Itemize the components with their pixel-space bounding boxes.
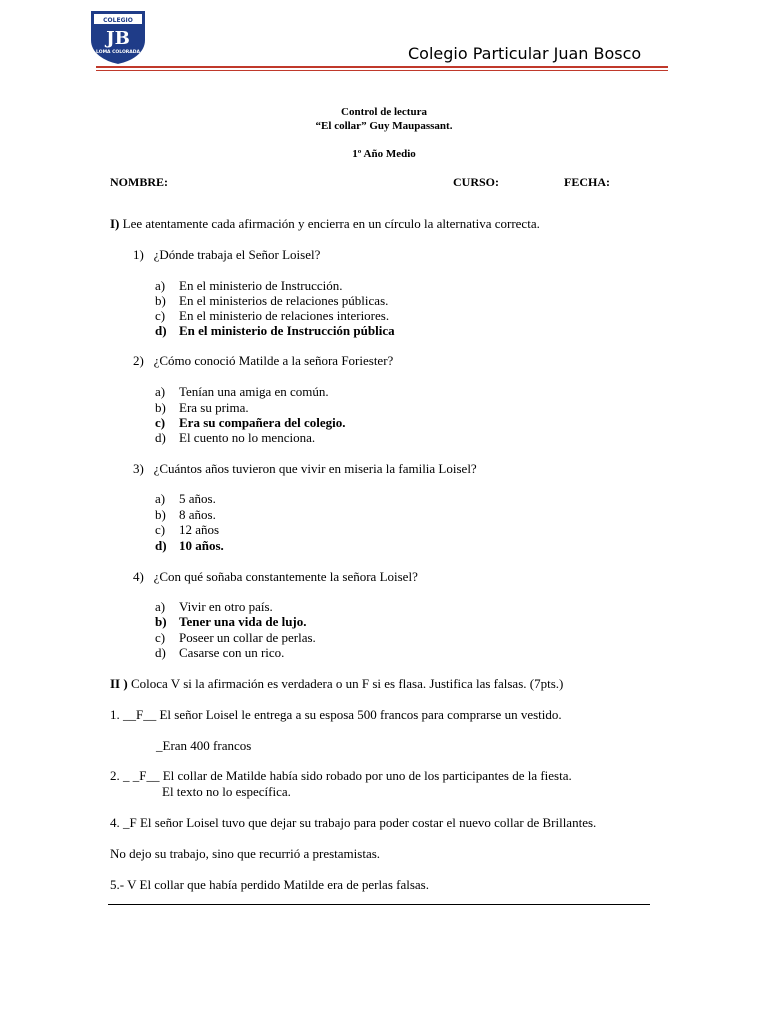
question-number: 4) <box>133 569 144 584</box>
option-2a: a) Tenían una amiga en común. <box>155 384 329 399</box>
section2-numeral: II ) <box>110 676 128 691</box>
question-3 <box>133 461 477 477</box>
option-2d: d) El cuento no lo menciona. <box>155 430 316 445</box>
tf-item-2: 2. _ _F__ El collar de Matilde había sido robado por uno de los participantes de la fiesta. <box>110 768 572 783</box>
option-2c-correct: c) Era su compañera del colegio. <box>155 415 346 430</box>
header-rule-thin <box>96 70 668 71</box>
question-text: ¿Con qué soñaba constantemente la señora Loisel? <box>153 569 418 584</box>
option-4a: a) Vivir en otro país. <box>155 599 273 614</box>
name-field-label: NOMBRE: <box>110 175 168 189</box>
section2-instruction <box>110 676 563 692</box>
option-3c: c) 12 años <box>155 522 220 537</box>
question-1 <box>133 247 320 263</box>
question-number: 1) <box>133 247 144 262</box>
date-field-label: FECHA: <box>564 175 610 189</box>
course-field-label: CURSO: <box>453 175 500 189</box>
question-text: ¿Dónde trabaja el Señor Loisel? <box>153 247 321 262</box>
section2-text: Coloca V si la afirmación es verdadera o un F si es flasa. Justifica las falsas. (7pts.) <box>127 676 564 691</box>
option-4c: c) Poseer un collar de perlas. <box>155 630 316 645</box>
school-name: Colegio Particular Juan Bosco <box>408 44 642 63</box>
header-rule <box>96 66 668 68</box>
option-3d-correct: d) 10 años. <box>155 538 224 553</box>
answer-line <box>108 904 650 905</box>
option-1c: c) En el ministerio de relaciones interiores. <box>155 308 390 323</box>
logo-top-text: COLEGIO <box>103 17 133 24</box>
option-2b: b) Era su prima. <box>155 400 249 415</box>
option-3b: b) 8 años. <box>155 507 216 522</box>
section1-instruction <box>110 216 540 232</box>
option-4b-correct: b) Tener una vida de lujo. <box>155 614 307 629</box>
option-1b: b) En el ministerios de relaciones públicas. <box>155 293 389 308</box>
question-4 <box>133 569 418 585</box>
section1-text: Lee atentamente cada afirmación y encierra en un círculo la alternativa correcta. <box>119 216 540 231</box>
option-1d-correct: d) En el ministerio de Instrucción pública <box>155 323 395 338</box>
logo-bottom-text: LOMA COLORADA <box>96 50 140 55</box>
tf-item-1: 1. __F__ El señor Loisel le entrega a su esposa 500 francos para comprarse un vestido. <box>110 707 562 722</box>
tf-answer-2: El texto no lo específica. <box>162 784 291 799</box>
tf-answer-1: _Eran 400 francos <box>156 738 252 753</box>
tf-item-4: 4. _F El señor Loisel tuvo que dejar su trabajo para poder costar el nuevo collar de Brillantes. <box>110 815 597 830</box>
question-2 <box>133 353 393 369</box>
option-4d: d) Casarse con un rico. <box>155 645 285 660</box>
school-logo <box>86 6 150 66</box>
question-number: 2) <box>133 353 144 368</box>
option-1a: a) En el ministerio de Instrucción. <box>155 278 343 293</box>
logo-monogram: JB <box>106 28 130 49</box>
doc-title: Control de lectura <box>341 106 427 118</box>
question-number: 3) <box>133 461 144 476</box>
question-text: ¿Cuántos años tuvieron que vivir en miseria la familia Loisel? <box>153 461 477 476</box>
tf-item-5: 5.- V El collar que había perdido Matilde era de perlas falsas. <box>110 877 429 892</box>
doc-grade: 1º Año Medio <box>352 148 416 160</box>
section1-numeral: I) <box>110 216 120 231</box>
tf-answer-4: No dejo su trabajo, sino que recurrió a prestamistas. <box>110 846 381 861</box>
option-3a: a) 5 años. <box>155 491 216 506</box>
doc-subtitle: “El collar” Guy Maupassant. <box>315 120 453 132</box>
question-text: ¿Cómo conoció Matilde a la señora Foriester? <box>153 353 394 368</box>
